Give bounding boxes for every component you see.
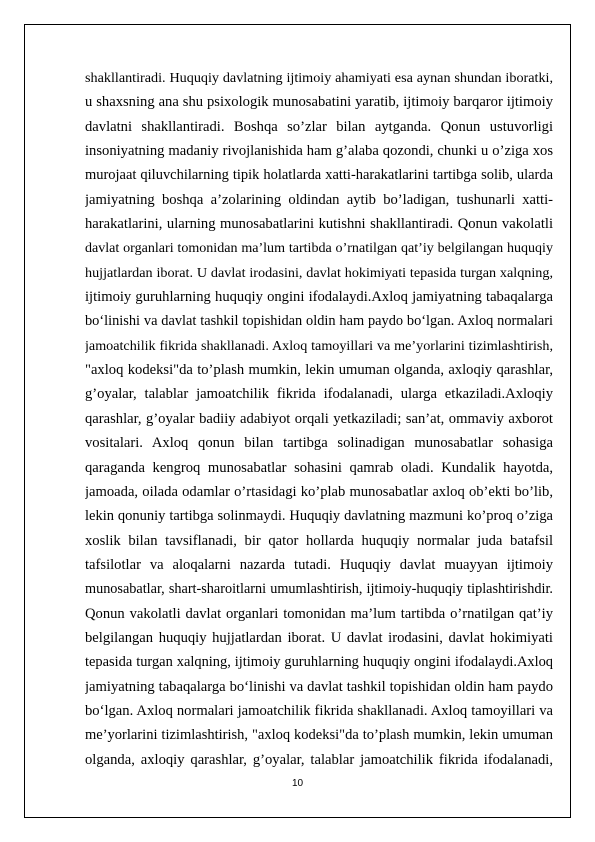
text-line: vositalari. Axloq qonun bilan tartibga solinadigan munosabatlar sohasiga [85, 435, 553, 452]
text-line: davlatni shakllantiradi. Boshqa so’zlar bilan aytganda. Qonun ustuvorligi [85, 118, 553, 135]
text-line: g’oyalar, talablar jamoatchilik fikrida ifodalanadi, ularga etkaziladi.Axloqiy [85, 386, 553, 403]
body-text [85, 66, 553, 772]
text-line: harakatlarini, ularning munosabatlarini kutishni shakllantiradi. Qonun vakolatli [85, 216, 553, 233]
page-number: 10 [291, 778, 304, 789]
text-line: jamoada, oilada odamlar o’rtasidagi ko’plab munosabatlar axloq ob’ekti bo’lib, [85, 483, 553, 500]
text-line: insoniyatning madaniy rivojlanishida ham g’alaba qozondi, chunki u o’ziga xos [85, 143, 553, 160]
text-line: qaraganda kengroq munosabatlar sohasini qamrab oladi. Kundalik hayotda, [85, 459, 553, 476]
text-line: u shaxsning ana shu psixologik munosabatini yaratib, ijtimoiy barqaror ijtimoiy [85, 94, 553, 111]
text-line: munosabatlar, shart-sharoitlarni umumlashtirish, ijtimoiy-huquqiy tiplashtirishdir. [85, 581, 553, 598]
text-line: jamiyatning tabaqalarga bo‘linishi va davlat tashkil topishidan oldin ham paydo [85, 678, 553, 695]
text-line: bo‘lgan. Axloq normalari jamoatchilik fikrida shakllanadi. Axloq tamoyillari va [85, 702, 553, 719]
text-line: bo‘linishi va davlat tashkil topishidan oldin ham paydo bo‘lgan. Axloq normalari [85, 313, 553, 330]
text-line: hujjatlardan iborat. U davlat irodasini, davlat hokimiyati tepasida turgan xalqning, [85, 264, 553, 281]
text-line: jamoatchilik fikrida shakllanadi. Axloq tamoyillari va me’yorlarini tizimlashtirish, [85, 337, 553, 354]
text-line: tafsilotlar va aloqalarni nazarda tutadi. Huquqiy davlat muayyan ijtimoiy [85, 556, 553, 573]
text-line: olganda, axloqiy qarashlar, g’oyalar, talablar jamoatchilik fikrida ifodalanadi, [85, 751, 553, 768]
text-line: qarashlar, g’oyalar badiiy adabiyot orqali yetkaziladi; san’at, ommaviy axborot [85, 410, 553, 427]
text-line: ijtimoiy guruhlarning huquqiy ongini ifodalaydi.Axloq jamiyatning tabaqalarga [85, 289, 553, 306]
text-line: Qonun vakolatli davlat organlari tomonidan ma’lum tartibda o’rnatilgan qat’iy [85, 605, 553, 622]
text-line: jamiyatning boshqa a’zolarining oldindan aytib bo’ladigan, tushunarli xatti- [85, 191, 553, 208]
text-line: davlat organlari tomonidan ma’lum tartibda o’rnatilgan qat’iy belgilangan huquqiy [85, 240, 553, 257]
text-line: tepasida turgan xalqning, ijtimoiy guruhlarning huquqiy ongini ifodalaydi.Axloq [85, 654, 553, 671]
text-line: lekin qonuniy tartibga solinmaydi. Huquqiy davlatning mazmuni ko’proq o’ziga [85, 508, 553, 525]
text-line: belgilangan huquqiy hujjatlardan iborat. U davlat irodasini, davlat hokimiyati [85, 629, 553, 646]
text-line: shakllantiradi. Huquqiy davlatning ijtimoiy ahamiyati esa aynan shundan iboratki, [85, 70, 553, 86]
text-line: "axloq kodeksi"da to’plash mumkin, lekin umuman olganda, axloqiy qarashlar, [85, 362, 553, 379]
text-line: xoslik bilan tavsiflanadi, bir qator hollarda huquqiy normalar juda batafsil [85, 532, 553, 549]
text-line: me’yorlarini tizimlashtirish, "axloq kodeksi"da to’plash mumkin, lekin umuman [85, 727, 553, 744]
text-line: murojaat qiluvchilarning tipik holatlarda xatti-harakatlarini tartibga solib, ularda [85, 167, 553, 184]
